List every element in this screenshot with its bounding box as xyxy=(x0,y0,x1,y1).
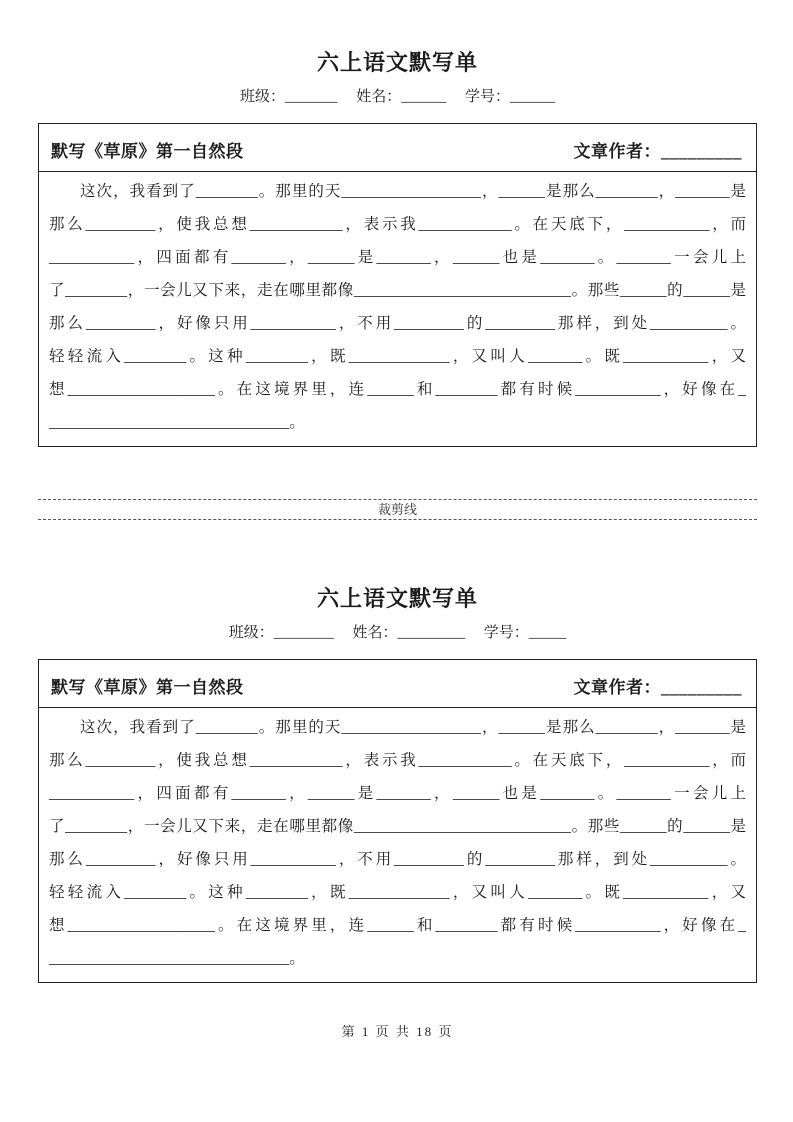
dictation-paragraph xyxy=(39,708,756,982)
worksheet-copy-1 xyxy=(38,48,757,447)
author-blank-label: 文章作者：_________ xyxy=(573,678,742,697)
dictation-box xyxy=(38,659,757,983)
dictation-box-header xyxy=(39,124,756,172)
paragraph-line: ___________，四面都有_______，______是_______，______也是_______。_______一会儿上 xyxy=(49,785,746,802)
paragraph-line: 那么_________，好像只用___________，不用_________的_________那样，到处__________。 xyxy=(49,851,746,868)
dictation-box xyxy=(38,123,757,447)
page-title: 六上语文默写单 xyxy=(316,50,478,75)
dictation-title: 默写《草原》第一自然段 xyxy=(51,678,244,697)
paragraph-line: 那么_________，使我总想____________，表示我____________。在天底下，___________，而 xyxy=(49,216,746,233)
worksheet-copy-2 xyxy=(38,584,757,983)
dictation-paragraph xyxy=(39,172,756,446)
paragraph-line: 想___________________。在这境界里，连______和________都有时候___________，好像在_ xyxy=(49,381,746,398)
paragraph-line: 了________，一会儿又下来，走在哪里都像____________________________。那些______的______是 xyxy=(49,818,746,835)
cut-line-label: 裁剪线 xyxy=(38,500,757,520)
student-info-line: 班级：________ 姓名：_________ 学号：_____ xyxy=(228,625,567,641)
paragraph-line: 这次，我看到了________。那里的天__________________，______是那么________，_______是 xyxy=(80,719,746,736)
paragraph-line: 这次，我看到了________。那里的天__________________，______是那么________，_______是 xyxy=(80,183,746,200)
paragraph-line: 那么_________，使我总想____________，表示我____________。在天底下，___________，而 xyxy=(49,752,746,769)
paragraph-line: 那么_________，好像只用___________，不用_________的_________那样，到处__________。 xyxy=(49,315,746,332)
paragraph-line: _______________________________。 xyxy=(49,950,305,967)
cut-line xyxy=(38,499,757,520)
paragraph-line: ___________，四面都有_______，______是_______，______也是_______。_______一会儿上 xyxy=(49,249,746,266)
page-title: 六上语文默写单 xyxy=(316,586,478,611)
paragraph-line: 轻轻流入________。这种________，既_____________，又叫人_______。既___________，又 xyxy=(49,884,746,901)
page-number: 第 1 页 共 18 页 xyxy=(341,1024,454,1039)
paragraph-line: 想___________________。在这境界里，连______和________都有时候___________，好像在_ xyxy=(49,917,746,934)
paragraph-line: 了________，一会儿又下来，走在哪里都像____________________________。那些______的______是 xyxy=(49,282,746,299)
paragraph-line: 轻轻流入________。这种________，既_____________，又叫人_______。既___________，又 xyxy=(49,348,746,365)
dictation-title: 默写《草原》第一自然段 xyxy=(51,142,244,161)
student-info-line: 班级：_______ 姓名：______ 学号：______ xyxy=(239,89,555,105)
paragraph-line: _______________________________。 xyxy=(49,414,305,431)
author-blank-label: 文章作者：_________ xyxy=(573,142,742,161)
dictation-box-header xyxy=(39,660,756,708)
